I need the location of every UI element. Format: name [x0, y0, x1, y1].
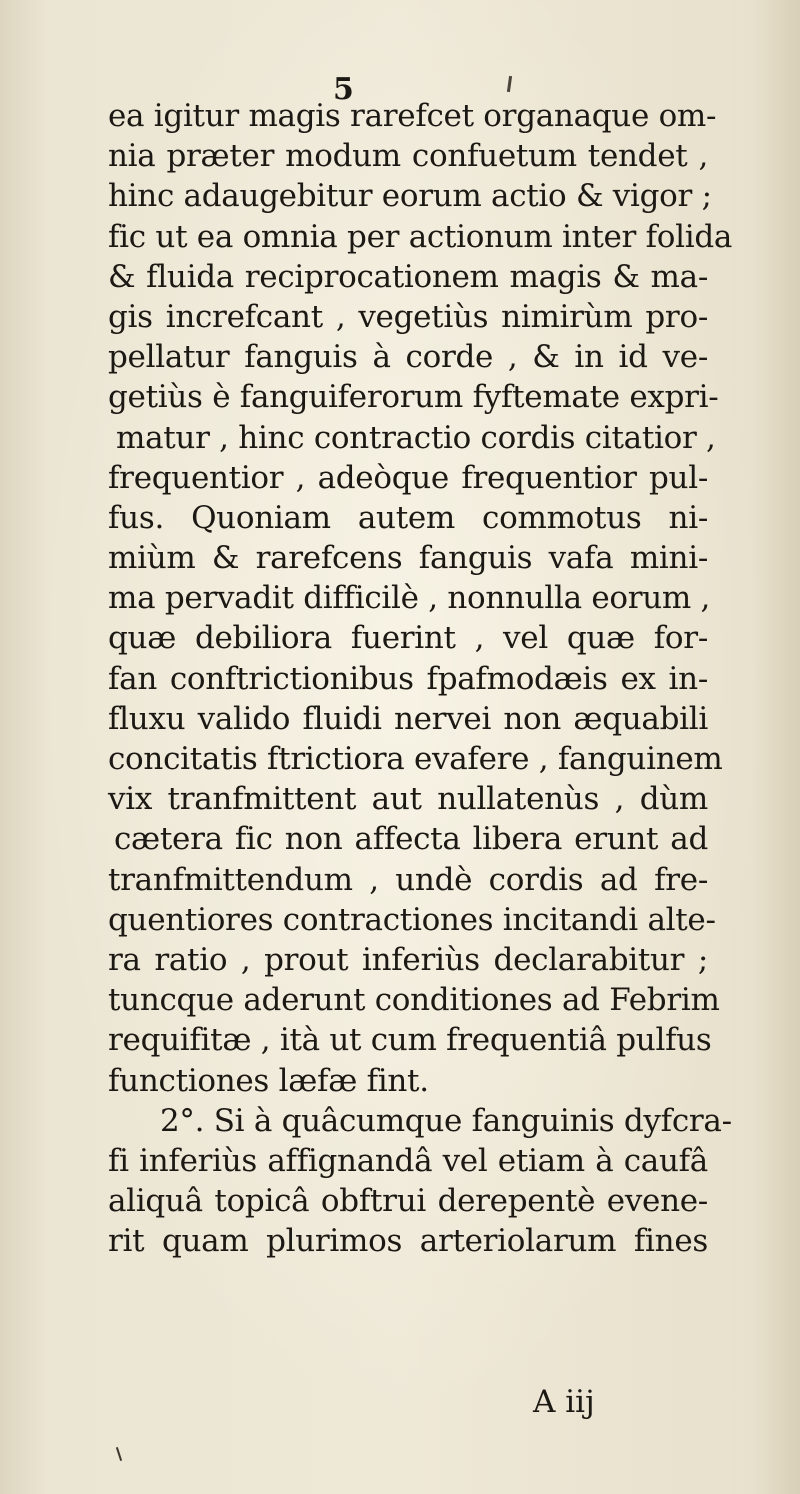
- text-line: & fluida reciprocationem magis & ma-: [108, 258, 708, 295]
- text-line: vix tranfmittent aut nullatenùs , dùm: [108, 781, 708, 818]
- text-line: ma pervadit difficilè , nonnulla eorum ,: [108, 580, 711, 617]
- text-line: miùm & rarefcens fanguis vafa mini-: [108, 540, 708, 577]
- text-line: fic ut ea omnia per actionum inter folida: [108, 218, 733, 255]
- text-line: getiùs è fanguiferorum fyftemate expri-: [108, 379, 719, 416]
- text-line: tuncque aderunt conditiones ad Febrim: [108, 982, 720, 1019]
- page-number: 5: [333, 72, 354, 107]
- text-line: rit quam plurimos arteriolarum fines: [108, 1223, 708, 1260]
- text-line: matur , hinc contractio cordis citatior ,: [116, 419, 716, 456]
- text-line: nia præter modum confuetum tendet ,: [108, 138, 708, 175]
- text-line: tranfmittendum , undè cordis ad fre-: [108, 861, 708, 898]
- text-line: aliquâ topicâ obftrui derepentè evene-: [108, 1183, 708, 1220]
- text-line: cætera fic non affecta libera erunt ad: [114, 821, 708, 858]
- ink-mark: [507, 76, 512, 92]
- text-line: 2°. Si à quâcumque fanguinis dyfcra-: [160, 1102, 732, 1139]
- text-line: hinc adaugebitur eorum actio & vigor ;: [108, 178, 712, 215]
- text-line: fus. Quoniam autem commotus ni-: [108, 499, 708, 536]
- ink-mark: [116, 1447, 122, 1461]
- text-line: ra ratio , prout inferiùs declarabitur ;: [108, 941, 708, 978]
- text-line: concitatis ftrictiora evafere , fanguinem: [108, 741, 723, 777]
- text-line: quentiores contractiones incitandi alte-: [108, 901, 716, 938]
- text-line: ea igitur magis rarefcet organaque om-: [108, 98, 717, 134]
- text-line: fi inferiùs affignandâ vel etiam à caufâ: [108, 1142, 708, 1179]
- text-line: requifitæ , ità ut cum frequentiâ pulfus: [108, 1022, 712, 1059]
- text-line: frequentior , adeòque frequentior pul-: [108, 459, 708, 496]
- text-line: gis increfcant , vegetiùs nimirùm pro-: [108, 298, 708, 335]
- text-line: functiones læfæ fint.: [108, 1062, 429, 1099]
- text-line: quæ debiliora fuerint , vel quæ for-: [108, 620, 708, 657]
- signature-mark: A iij: [533, 1384, 595, 1420]
- body-text: [108, 96, 733, 1261]
- text-line: fan conftrictionibus fpafmodæis ex in-: [108, 660, 708, 697]
- text-line: pellatur fanguis à corde , & in id ve-: [108, 339, 708, 376]
- text-line: fluxu valido fluidi nervei non æquabili: [108, 700, 708, 737]
